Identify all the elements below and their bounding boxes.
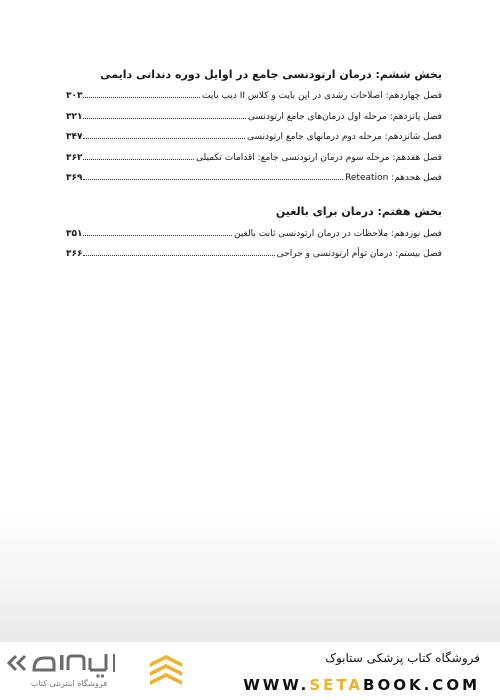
url-accent: SETA <box>309 676 364 694</box>
dot-leader <box>83 91 200 98</box>
store-url-link[interactable] <box>243 676 480 694</box>
toc-entry[interactable] <box>66 131 442 152</box>
section-6-title: بخش ششم: درمان ارتودنسی جامع در اوایل دوره دندانی دایمی <box>100 68 442 81</box>
table-of-contents <box>66 68 442 269</box>
toc-entry[interactable] <box>66 152 442 173</box>
toc-entry[interactable] <box>66 228 442 249</box>
entry-title: فصل هجدهم: Reteation <box>345 173 442 183</box>
toc-entry[interactable] <box>66 248 442 269</box>
setabook-logo[interactable] <box>6 650 186 694</box>
dot-leader <box>83 112 245 119</box>
url-suffix: BOOK.COM <box>363 676 480 694</box>
page-number: ۳۶۹ <box>66 173 83 183</box>
page-number: ۳۴۷ <box>66 132 83 142</box>
dot-leader <box>83 173 343 180</box>
entry-title: فصل نوزدهم: ملاحظات در درمان ارتودنسی ثابت بالغین <box>234 228 442 239</box>
logo-wordmark-icon <box>6 650 146 680</box>
url-prefix: WWW. <box>243 676 310 694</box>
page-number: ۳۵۱ <box>66 228 83 239</box>
toc-entry[interactable] <box>66 90 442 111</box>
page-number: ۳۶۲ <box>66 152 83 163</box>
dot-leader <box>83 229 232 236</box>
page-number: ۳۶۶ <box>66 249 83 259</box>
entry-title: فصل هفدهم: مرحله سوم درمان ارتودنسی جامع: اقدامات تکمیلی <box>196 152 442 163</box>
book-stack-icon <box>148 653 184 691</box>
section-7-title: بخش هفتم: درمان برای بالغین <box>275 204 442 218</box>
store-footer <box>0 642 500 700</box>
page-number: ۳۰۳ <box>66 91 83 101</box>
dot-leader <box>83 153 194 160</box>
entry-title: فصل پانزدهم: مرحله اول درمان‌های جامع ارتودنسی <box>247 111 442 122</box>
store-title: فروشگاه کتاب پزشکی ستابوک <box>325 651 480 665</box>
entry-title: فصل چهاردهم: اصلاحات رشدی در اپن بایت و کلاس II دیپ بایت <box>202 91 442 101</box>
entry-title: فصل بیستم: درمان توأم ارتودنسی و جراحی <box>276 249 442 259</box>
entry-title: فصل شانزدهم: مرحله دوم درمانهای جامع ارتودنسی <box>246 132 442 142</box>
logo-subtitle: فروشگاه اینترنتی کتاب <box>30 679 108 688</box>
toc-entry[interactable] <box>66 111 442 132</box>
dot-leader <box>83 132 244 139</box>
dot-leader <box>83 249 274 256</box>
page-number: ۳۲۱ <box>66 111 83 122</box>
toc-entry[interactable] <box>66 172 442 193</box>
